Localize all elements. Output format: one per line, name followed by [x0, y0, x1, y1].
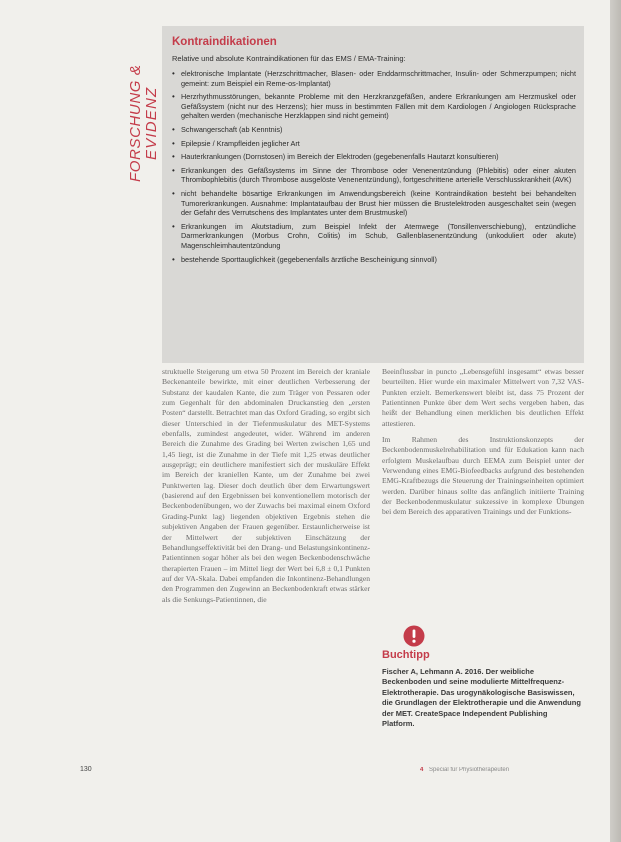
- sidebar-line-2: EVIDENZ: [143, 86, 160, 160]
- contraindication-item: • bestehende Sporttauglichkeit (gegebenenfalls ärztliche Bescheinigung sinnvoll): [172, 255, 576, 265]
- page-number: 130: [80, 766, 92, 773]
- footer-text: Special für Physiotherapeuten: [429, 767, 510, 773]
- contraindications-subtitle: Relative und absolute Kontraindikationen für das EMS / EMA-Training:: [172, 54, 406, 63]
- sidebar-line-1: FORSCHUNG &: [127, 64, 144, 182]
- contraindication-item: • Epilepsie / Krampfleiden jeglicher Art: [172, 139, 576, 149]
- contraindications-list: [172, 69, 576, 264]
- page-edge-shadow: [610, 0, 621, 842]
- contraindication-item: • elektronische Implantate (Herzschrittmacher, Blasen- oder Enddarmschrittmacher, Insulin- oder Schmerzpumpen; nicht gemeint: zum Beispiel ein Reme-os-Implantat): [172, 69, 576, 88]
- contraindication-item: • Herzrhythmusstörungen, bekannte Probleme mit den Herzkranzgefäßen, andere Erkrankungen am Herzmuskel oder Gefäßsystem (nicht nur des Herzens); hier muss in bestimmten Fällen mit dem Kardiologen / Angiologen Rücksprache gehalten werden (mechanische Herzklappen sind nicht gemeint): [172, 92, 576, 121]
- footer-number: 4: [420, 767, 424, 773]
- contraindication-item: • Erkrankungen im Akutstadium, zum Beispiel Infekt der Atemwege (Tonsillenverschiebung), entzündliche Darmerkrankungen (Morbus Crohn, Colitis) im Schub, Gallenblasenentzündung (unkoduliert oder akute) Magenschleimhautentzündung: [172, 222, 576, 251]
- contraindications-box: [162, 26, 584, 363]
- article-paragraph: struktuelle Steigerung um etwa 50 Prozent im Bereich der kraniale Beckenanteile bewirkte, mit einer deutlichen Verbesserung der Substanz der kaudalen Kante, die zum Träger von Pessaren oder zum Gegenhalt für den abdominalen Druckanstieg den „ersten Posten“ darstellt. Betrachtet man das Oxford Grading, so ergibt sich dieser Unterschied in der Tiefenmuskulatur des MET-Systems ebenfalls, zumindest angedeutet, wider. Während im anderen Bereich die Zunahme des Grading bei Werten zwischen 1,65 und 1,45 liegt, ist die Zunahme in der Tiefe mit 1,25 etwas deutlicher ausgeprägt; ein deutlichere manifestiert sich der muskuläre Effekt im Bereich der kraniellen Kante, um der Zunahme bei zwei Punktwerten lag. Dieser doch deutlich über dem Erwartungswert (basierend auf den Ergebnissen bei konventionellem motorisch der Beckenbodenübungen, wo der Zuwachs bei maximal einem Oxford Grading-Punkt lag) liegenden objektiven Ergebnis stehen die subjektiven Angaben der Frauen gegenüber. Erstaunlicherweise ist der Mittelwert der subjektiven Einschätzung der Behandlungseffektivität bei den Drang- und Belastungsinkontinenz-Patientinnen sogar höher als bei den wegen Beckenbodenschwäche therapierten Frauen – im Mittel liegt der Wert bei 6,8 ± 0,1 Punkten auf der VA-Skala. Dabei empfanden die Inkontinenz-Behandlungen den Programmen den Zugewinn an Beckenbodenkraft etwas stärker als die Senkungs-Patientinnen, die: [162, 367, 370, 604]
- book-tip-title: Buchtipp: [382, 649, 430, 661]
- contraindications-title: Kontraindikationen: [172, 36, 277, 48]
- article-column-left: [162, 367, 370, 773]
- exclamation-icon: [403, 625, 425, 647]
- article-paragraph: Beeinflussbar in puncto „Lebensgefühl insgesamt“ etwas besser beurteilten. Hier wurde ein maximaler Mittelwert von 7,32 VAS-Punkten erzielt. Bemerkenswert bleibt ist, dass 75 Prozent der Patientinnen Punkte über dem Wert sechs vergeben haben, das heißt der Behandlung einen merklichen bis deutlichen Effekt attestieren.: [382, 367, 584, 428]
- section-sidebar-title: [116, 26, 162, 186]
- contraindication-item: • Hauterkrankungen (Dornstosen) im Bereich der Elektroden (gegebenenfalls Hautarzt konsultieren): [172, 152, 576, 162]
- contraindication-item: • Erkrankungen des Gefäßsystems im Sinne der Thrombose oder Venenentzündung (Phlebitis) oder einer akuten Thrombophlebitis (durch Thrombose ausgelöste Venenentzündung), fortgeschrittene arterielle Verschlusskrankheit (AVK): [172, 166, 576, 185]
- book-tip-text: Fischer A, Lehmann A. 2016. Der weibliche Beckenboden und seine modulierte Mittelfrequenz-Elektrotherapie. Das urogynäkologische Basiswissen, die Grundlagen der Elektrotherapie und die Anwendung der MET. CreateSpace Independent Publishing Platform.: [382, 667, 581, 729]
- page-footer: [420, 767, 590, 773]
- article-paragraph: Im Rahmen des Instruktionskonzepts der Beckenbodenmuskelrehabilitation und für Edukation kann nach erfolgtem Muskelaufbau durch EEMA zum Beispiel unter der Verwendung eines EMG-Biofeedbacks aufgrund des bestehenden EMG-Kraftbezugs die Steuerung der Trainingseinheiten optimiert werden. Darüber hinaus sollte das anfänglich initiierte Training der Beckenbodenmuskulatur sukzessive in komplexe Übungen bei dem Bereich des apparativen Trainings und der Funktions-: [382, 435, 584, 517]
- contraindication-item: • nicht behandelte bösartige Erkrankungen im Anwendungsbereich (keine Kontraindikation besteht bei behandelten Tumorerkrankungen. Ausnahme: Implantataufbau der Brust hier müssen die Brustelektroden ausgeschaltet sein (wegen der Gefahr des Verrutschens des Implantates unter dem Brustmuskel): [172, 189, 576, 218]
- contraindication-item: • Schwangerschaft (ab Kenntnis): [172, 125, 576, 135]
